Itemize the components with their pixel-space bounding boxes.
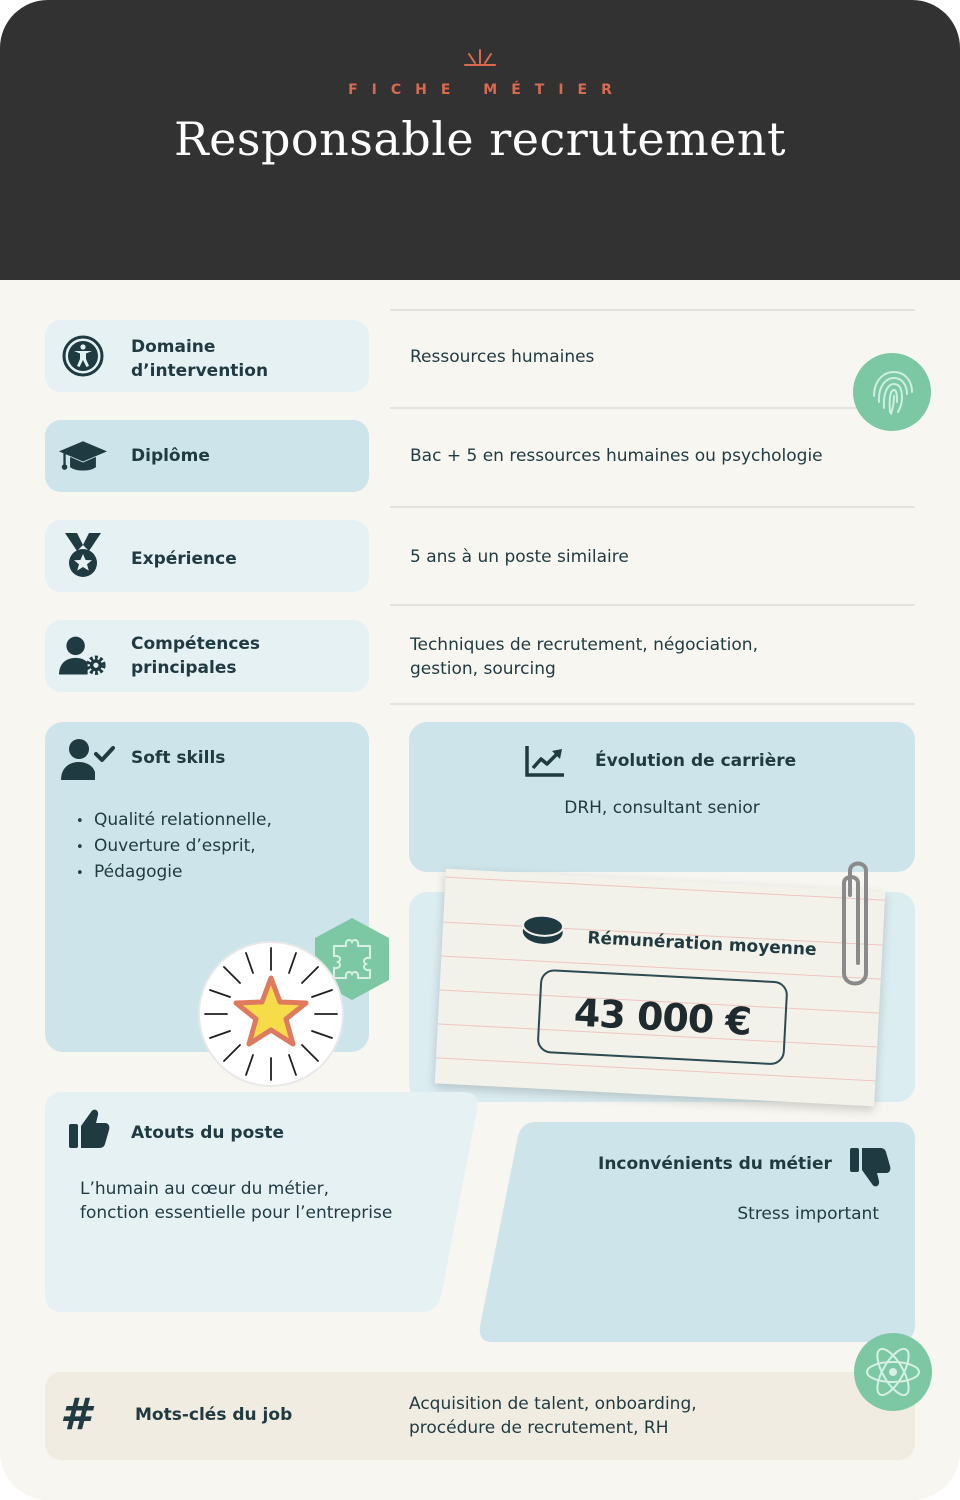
list-item: • Qualité relationnelle, (76, 808, 272, 834)
career-title: Évolution de carrière (595, 751, 797, 771)
salary-note (435, 869, 886, 1107)
keywords-text: procédure de recrutement, RH (409, 1418, 669, 1438)
coin-icon (520, 913, 566, 947)
row-label: principales (131, 658, 237, 678)
user-check-icon (61, 738, 115, 782)
row-value: 5 ans à un poste similaire (410, 547, 629, 567)
graduation-cap-icon (59, 432, 107, 480)
divider (390, 309, 915, 311)
list-item: • Ouverture d’esprit, (76, 834, 272, 860)
hashtag-icon: # (60, 1389, 91, 1440)
user-gear-icon (59, 632, 107, 680)
row-diplome (45, 420, 369, 492)
career-card (409, 722, 915, 872)
row-label: d’intervention (131, 361, 269, 381)
divider (390, 407, 915, 409)
star-sticker-icon (196, 940, 346, 1088)
divider (390, 703, 915, 705)
row-value: Bac + 5 en ressources humaines ou psychologie (410, 446, 823, 466)
row-label: Diplôme (131, 446, 210, 466)
keywords-text: Acquisition de talent, onboarding, (409, 1394, 697, 1414)
row-domaine (45, 320, 369, 392)
thumbs-down-icon (848, 1146, 892, 1190)
keywords-title: Mots-clés du job (135, 1405, 293, 1425)
soft-skills-list (76, 808, 272, 886)
medal-icon (59, 532, 107, 580)
row-label: Domaine (131, 337, 216, 357)
paperclip-icon (836, 855, 880, 990)
row-label: Compétences (131, 634, 261, 654)
cons-value: Stress important (737, 1204, 879, 1224)
career-value: DRH, consultant senior (564, 798, 760, 818)
salary-amount: 43 000 € (536, 969, 788, 1066)
atom-icon (853, 1332, 933, 1412)
page-title: Responsable recrutement (173, 112, 786, 166)
pros-text: L’humain au cœur du métier, (80, 1179, 330, 1199)
row-competences (45, 620, 369, 692)
accessibility-icon (59, 332, 107, 380)
row-label: Expérience (131, 549, 237, 569)
fingerprint-icon (852, 352, 932, 432)
pros-text: fonction essentielle pour l’entreprise (80, 1203, 393, 1223)
thumbs-up-icon (67, 1106, 111, 1150)
row-value: Ressources humaines (410, 347, 595, 367)
cons-title: Inconvénients du métier (598, 1154, 832, 1174)
header (0, 0, 960, 280)
row-value: Techniques de recrutement, négociation, (410, 635, 758, 655)
divider (390, 604, 915, 606)
chart-line-icon (524, 744, 566, 778)
pros-title: Atouts du poste (131, 1123, 285, 1143)
salary-title: Rémunération moyenne (586, 928, 818, 961)
row-experience (45, 520, 369, 592)
eyebrow-label: FICHE MÉTIER (348, 82, 626, 98)
sunrise-icon (463, 48, 497, 68)
soft-skills-title: Soft skills (131, 748, 226, 768)
row-value: gestion, sourcing (410, 659, 556, 679)
divider (390, 506, 915, 508)
list-item: • Pédagogie (76, 860, 272, 886)
